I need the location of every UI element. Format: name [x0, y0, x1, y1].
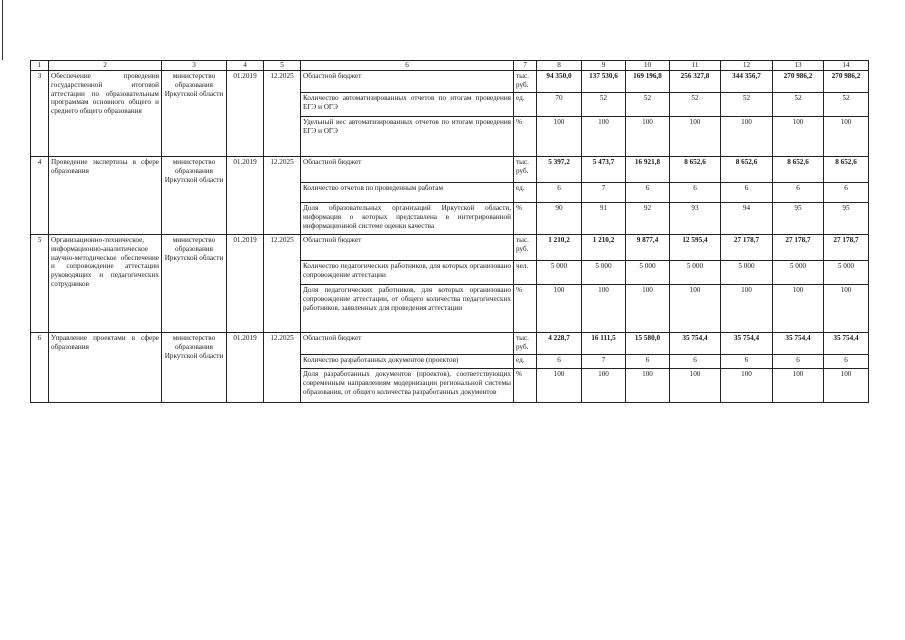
value-year-3: 5 000 — [626, 261, 670, 285]
value-year-7: 270 986,2 — [824, 71, 869, 93]
value-year-3: 9 877,4 — [626, 235, 670, 261]
end-date: 12.2025 — [264, 71, 301, 157]
value-year-2: 100 — [582, 117, 626, 157]
indicator-label: Количество педагогических работников, для которых организовано сопровождение аттестации — [301, 261, 514, 285]
value-year-3: 6 — [626, 355, 670, 369]
value-year-3: 92 — [626, 203, 670, 235]
value-year-3: 6 — [626, 183, 670, 203]
value-year-4: 5 000 — [670, 261, 721, 285]
column-number-13: 13 — [773, 61, 824, 71]
column-number-10: 10 — [626, 61, 670, 71]
value-year-4: 8 652,6 — [670, 157, 721, 183]
value-year-4: 100 — [670, 285, 721, 333]
row-index: 4 — [31, 157, 49, 235]
row-index: 6 — [31, 333, 49, 403]
value-year-5: 344 356,7 — [721, 71, 773, 93]
value-year-3: 16 921,8 — [626, 157, 670, 183]
value-year-4: 93 — [670, 203, 721, 235]
indicator-label: Количество отчетов по проведенным работам — [301, 183, 514, 203]
end-date: 12.2025 — [264, 333, 301, 403]
value-year-6: 27 178,7 — [773, 235, 824, 261]
column-number-12: 12 — [721, 61, 773, 71]
start-date: 01.2019 — [227, 157, 264, 235]
value-year-3: 100 — [626, 369, 670, 403]
indicator-label: Областной бюджет — [301, 235, 514, 261]
executor: министерство образования Иркутской области — [162, 157, 227, 235]
executor: министерство образования Иркутской области — [162, 71, 227, 157]
indicator-label: Количество автоматизированных отчетов по итогам проведения ЕГЭ и ОГЭ — [301, 93, 514, 117]
value-year-1: 5 397,2 — [537, 157, 582, 183]
value-year-5: 100 — [721, 369, 773, 403]
value-year-2: 91 — [582, 203, 626, 235]
column-number-11: 11 — [670, 61, 721, 71]
value-year-6: 6 — [773, 183, 824, 203]
table-row — [31, 157, 869, 183]
value-year-7: 27 178,7 — [824, 235, 869, 261]
start-date: 01.2019 — [227, 71, 264, 157]
value-year-3: 100 — [626, 285, 670, 333]
value-year-6: 52 — [773, 93, 824, 117]
indicator-label: Доля образовательных организаций Иркутской области, информация о которых представлена в интегрированной информационной системе оценки качества — [301, 203, 514, 235]
table-body — [31, 71, 869, 403]
start-date: 01.2019 — [227, 333, 264, 403]
value-year-6: 100 — [773, 117, 824, 157]
value-year-7: 8 652,6 — [824, 157, 869, 183]
unit: ед. — [514, 93, 537, 117]
value-year-5: 100 — [721, 285, 773, 333]
measure-name: Организационно-техническое, информационно-аналитическое научно-методическое обеспечение и сопровождение аттестации руководящих и педагогических сотрудников — [49, 235, 162, 333]
value-year-1: 94 350,0 — [537, 71, 582, 93]
table-row — [31, 235, 869, 261]
end-date: 12.2025 — [264, 235, 301, 333]
executor: министерство образования Иркутской области — [162, 235, 227, 333]
row-index: 3 — [31, 71, 49, 157]
column-number-6: 6 — [301, 61, 514, 71]
column-number-2: 2 — [49, 61, 162, 71]
column-number-5: 5 — [264, 61, 301, 71]
value-year-7: 35 754,4 — [824, 333, 869, 355]
value-year-1: 4 228,7 — [537, 333, 582, 355]
end-date: 12.2025 — [264, 157, 301, 235]
value-year-4: 100 — [670, 117, 721, 157]
value-year-7: 6 — [824, 355, 869, 369]
value-year-5: 35 754,4 — [721, 333, 773, 355]
value-year-7: 6 — [824, 183, 869, 203]
value-year-3: 52 — [626, 93, 670, 117]
value-year-7: 100 — [824, 369, 869, 403]
unit: тыс. руб. — [514, 71, 537, 93]
column-number-9: 9 — [582, 61, 626, 71]
table-row — [31, 333, 869, 355]
value-year-2: 1 210,2 — [582, 235, 626, 261]
value-year-2: 100 — [582, 369, 626, 403]
unit: ед. — [514, 183, 537, 203]
value-year-5: 8 652,6 — [721, 157, 773, 183]
unit: тыс. руб. — [514, 333, 537, 355]
value-year-1: 100 — [537, 369, 582, 403]
value-year-1: 1 210,2 — [537, 235, 582, 261]
unit: % — [514, 285, 537, 333]
value-year-1: 6 — [537, 183, 582, 203]
column-number-1: 1 — [31, 61, 49, 71]
column-number-14: 14 — [824, 61, 869, 71]
column-number-7: 7 — [514, 61, 537, 71]
unit: чел. — [514, 261, 537, 285]
value-year-6: 100 — [773, 369, 824, 403]
value-year-4: 6 — [670, 183, 721, 203]
value-year-7: 5 000 — [824, 261, 869, 285]
executor: министерство образования Иркутской области — [162, 333, 227, 403]
value-year-5: 6 — [721, 183, 773, 203]
value-year-1: 100 — [537, 117, 582, 157]
indicator-label: Доля разработанных документов (проектов), соответствующих современным направлениям модернизации региональной системы образования, от общего количества разработанных документов — [301, 369, 514, 403]
table-row — [31, 71, 869, 93]
value-year-2: 5 000 — [582, 261, 626, 285]
value-year-1: 6 — [537, 355, 582, 369]
value-year-2: 16 111,5 — [582, 333, 626, 355]
value-year-6: 5 000 — [773, 261, 824, 285]
value-year-1: 90 — [537, 203, 582, 235]
value-year-4: 256 327,8 — [670, 71, 721, 93]
value-year-6: 6 — [773, 355, 824, 369]
value-year-2: 5 473,7 — [582, 157, 626, 183]
value-year-6: 100 — [773, 285, 824, 333]
value-year-2: 7 — [582, 183, 626, 203]
value-year-4: 35 754,4 — [670, 333, 721, 355]
indicator-label: Удельный вес автоматизированных отчетов по итогам проведения ЕГЭ и ОГЭ — [301, 117, 514, 157]
value-year-2: 100 — [582, 285, 626, 333]
value-year-3: 169 196,8 — [626, 71, 670, 93]
value-year-7: 100 — [824, 117, 869, 157]
value-year-2: 7 — [582, 355, 626, 369]
value-year-5: 52 — [721, 93, 773, 117]
unit: тыс. руб. — [514, 235, 537, 261]
value-year-6: 8 652,6 — [773, 157, 824, 183]
value-year-3: 100 — [626, 117, 670, 157]
column-number-4: 4 — [227, 61, 264, 71]
value-year-1: 5 000 — [537, 261, 582, 285]
unit: % — [514, 117, 537, 157]
value-year-2: 137 530,6 — [582, 71, 626, 93]
column-number-3: 3 — [162, 61, 227, 71]
row-index: 5 — [31, 235, 49, 333]
value-year-4: 100 — [670, 369, 721, 403]
indicator-label: Областной бюджет — [301, 333, 514, 355]
unit: % — [514, 203, 537, 235]
value-year-4: 6 — [670, 355, 721, 369]
value-year-5: 27 178,7 — [721, 235, 773, 261]
value-year-3: 15 580,0 — [626, 333, 670, 355]
value-year-5: 5 000 — [721, 261, 773, 285]
unit: % — [514, 369, 537, 403]
indicator-label: Областной бюджет — [301, 71, 514, 93]
value-year-4: 52 — [670, 93, 721, 117]
value-year-1: 100 — [537, 285, 582, 333]
scan-edge-line — [2, 0, 3, 60]
measure-name: Обеспечение проведения государственной итоговой аттестации по образовательным программам основного общего и среднего общего образования — [49, 71, 162, 157]
value-year-7: 95 — [824, 203, 869, 235]
value-year-6: 95 — [773, 203, 824, 235]
indicator-label: Количество разработанных документов (проектов) — [301, 355, 514, 369]
value-year-6: 35 754,4 — [773, 333, 824, 355]
measure-name: Проведение экспертизы в сфере образования — [49, 157, 162, 235]
measure-name: Управление проектами в сфере образования — [49, 333, 162, 403]
start-date: 01.2019 — [227, 235, 264, 333]
column-number-row — [31, 61, 869, 71]
indicator-label: Областной бюджет — [301, 157, 514, 183]
column-number-8: 8 — [537, 61, 582, 71]
value-year-7: 100 — [824, 285, 869, 333]
program-measures-table — [30, 60, 869, 403]
value-year-2: 52 — [582, 93, 626, 117]
value-year-4: 12 595,4 — [670, 235, 721, 261]
value-year-7: 52 — [824, 93, 869, 117]
value-year-6: 270 986,2 — [773, 71, 824, 93]
unit: тыс. руб. — [514, 157, 537, 183]
value-year-5: 94 — [721, 203, 773, 235]
indicator-label: Доля педагогических работников, для которых организовано сопровождение аттестации, от общего количества педагогических работников, заявленных для проведения аттестации — [301, 285, 514, 333]
value-year-1: 70 — [537, 93, 582, 117]
unit: ед. — [514, 355, 537, 369]
value-year-5: 6 — [721, 355, 773, 369]
value-year-5: 100 — [721, 117, 773, 157]
